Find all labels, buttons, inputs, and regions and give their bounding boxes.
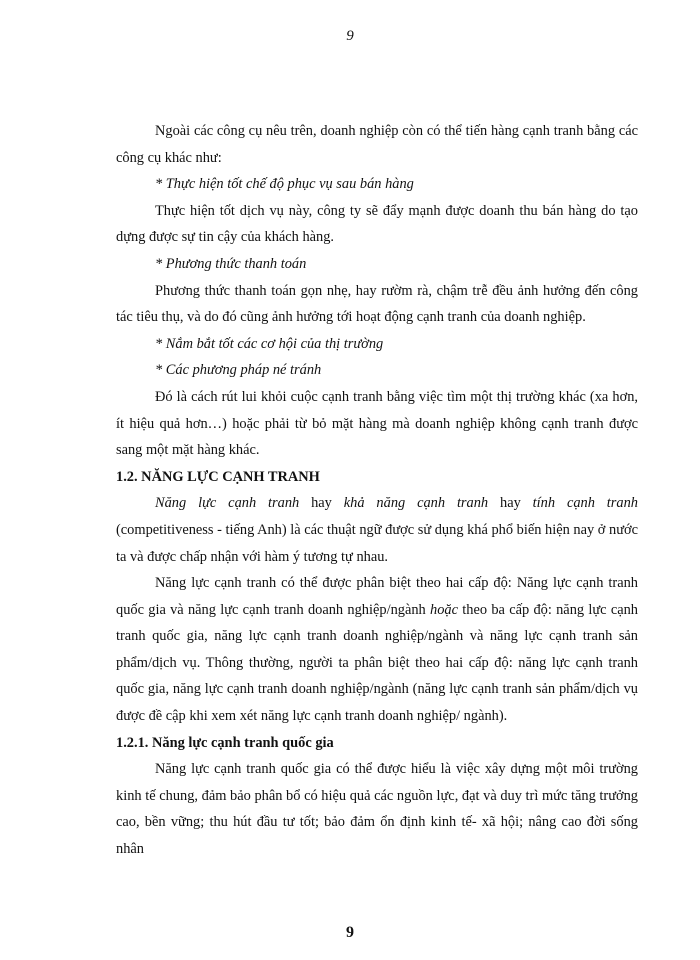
page-number-top: 9 bbox=[346, 28, 354, 44]
term: khả năng cạnh tranh bbox=[343, 495, 489, 512]
paragraph: Đó là cách rút lui khỏi cuộc cạnh tranh bằng việc tìm một thị trường khác (xa hơn, ít hiệu quả hơn…) hoặc phải từ bỏ mặt hàng mà doanh nghiệp không cạnh tranh được sang một mặt hàng khác. bbox=[116, 388, 638, 459]
paragraph: Phương thức thanh toán gọn nhẹ, hay rườm rà, chậm trễ đều ảnh hưởng đến công tác tiêu thụ, và do đó cũng ảnh hưởng tới hoạt động cạnh tranh của doanh nghiệp. bbox=[116, 282, 638, 326]
bullet-heading: * Các phương pháp né tránh bbox=[155, 362, 322, 379]
subsection-heading: 1.2.1. Năng lực cạnh tranh quốc gia bbox=[116, 734, 334, 751]
paragraph bbox=[116, 490, 638, 570]
bullet-heading: * Phương thức thanh toán bbox=[155, 255, 307, 272]
text-run: hay bbox=[299, 495, 344, 512]
text-run: theo ba cấp độ: năng lực cạnh tranh quốc gia, năng lực cạnh tranh doanh nghiệp/ngành và năng lực cạnh tranh sản phẩm/dịch vụ. Thông thường, người ta phân biệt theo hai cấp độ: năng lực cạnh tranh quốc gia, năng lực cạnh tranh doanh nghiệp/ngành (năng lực cạnh tranh sản phẩm/dịch vụ được đề cập khi xem xét năng lực cạnh tranh doanh nghiệp/ ngành). bbox=[116, 601, 638, 725]
section-heading: 1.2. NĂNG LỰC CẠNH TRANH bbox=[116, 468, 320, 485]
paragraph: Ngoài các công cụ nêu trên, doanh nghiệp còn có thể tiến hàng cạnh tranh bằng các công cụ khác như: bbox=[116, 123, 638, 166]
term: hoặc bbox=[430, 601, 459, 618]
paragraph bbox=[116, 570, 638, 730]
page-number-bottom: 9 bbox=[346, 924, 354, 941]
term: Năng lực cạnh tranh bbox=[155, 495, 300, 512]
bullet-heading: * Thực hiện tốt chế độ phục vụ sau bán hàng bbox=[155, 176, 414, 193]
text-run: Năng lực cạnh tranh có thể được phân biệt theo hai cấp độ: Năng lực cạnh tranh quốc gia và năng lực cạnh tranh doanh nghiệp/ngành bbox=[116, 575, 638, 618]
paragraph: Thực hiện tốt dịch vụ này, công ty sẽ đẩy mạnh được doanh thu bán hàng do tạo dựng được sự tin cậy của khách hàng. bbox=[116, 202, 638, 246]
bullet-heading: * Nắm bắt tốt các cơ hội của thị trường bbox=[155, 335, 384, 352]
text-run: hay bbox=[488, 495, 533, 512]
term: tính cạnh tranh bbox=[532, 495, 638, 512]
paragraph: Năng lực cạnh tranh quốc gia có thể được hiểu là việc xây dựng một môi trường kinh tế chung, đảm bảo phân bổ có hiệu quả các nguồn lực, đạt và duy trì mức tăng trưởng cao, bền vững; thu hút đầu tư tốt; bảo đảm ổn định kinh tế- xã hội; nâng cao đời sống nhân bbox=[116, 761, 638, 858]
document-body bbox=[116, 118, 638, 863]
text-run: (competitiveness - tiếng Anh) là các thuật ngữ được sử dụng khá phổ biến hiện nay ở nước ta và được chấp nhận với hàm ý tương tự nhau. bbox=[116, 521, 638, 565]
